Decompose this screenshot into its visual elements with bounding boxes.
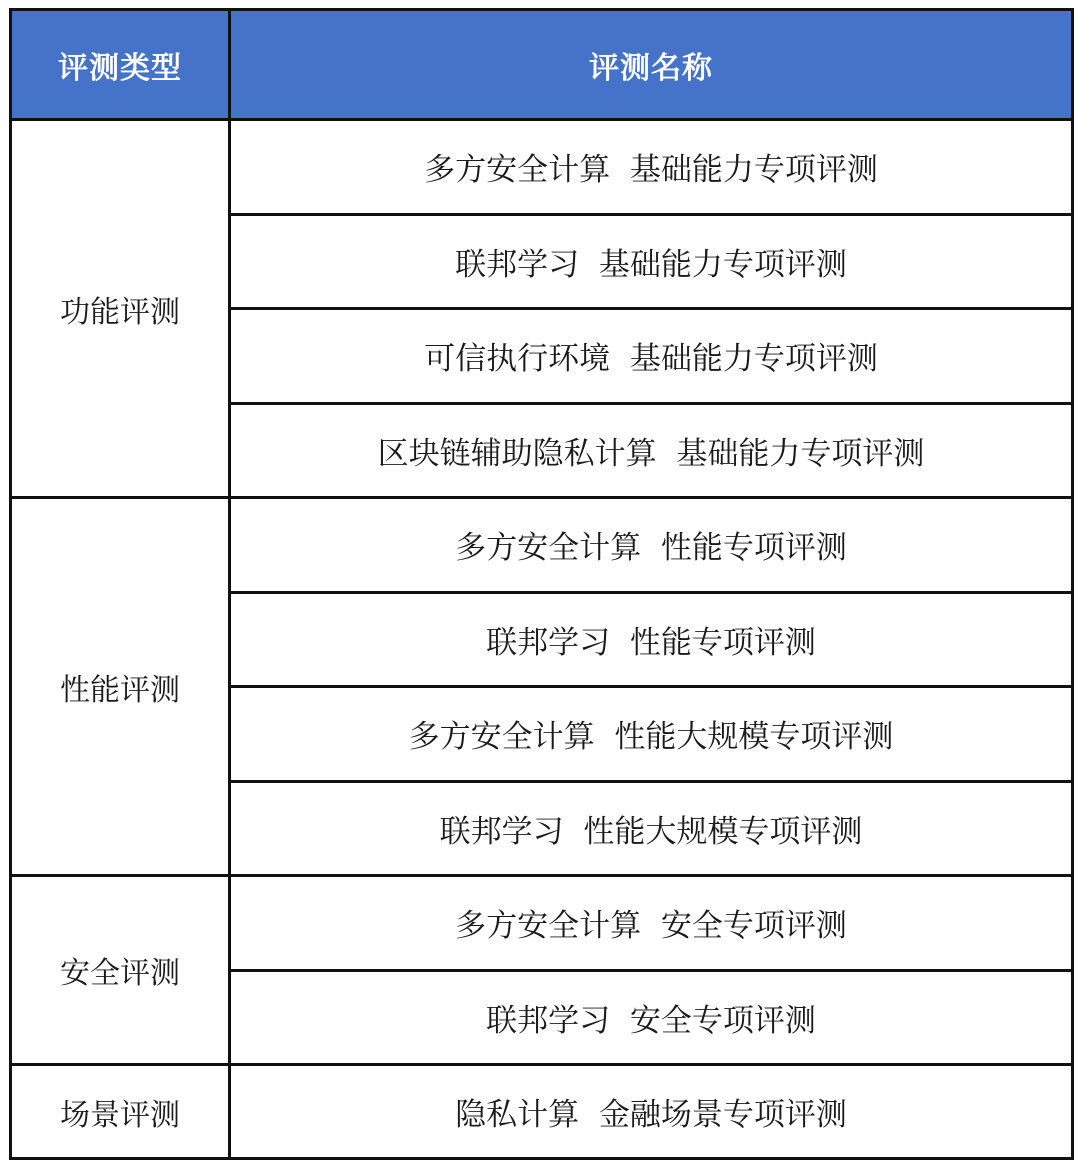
eval-name-cell: 隐私计算 金融场景专项评测 xyxy=(230,1065,1073,1159)
eval-type-scenario: 场景评测 xyxy=(11,1065,230,1159)
eval-name-cell: 多方安全计算 性能专项评测 xyxy=(230,498,1073,593)
eval-name-cell: 联邦学习 安全专项评测 xyxy=(230,970,1073,1065)
eval-type-performance: 性能评测 xyxy=(11,498,230,876)
table-row xyxy=(11,1065,1073,1159)
eval-name-cell: 多方安全计算 基础能力专项评测 xyxy=(230,120,1073,215)
eval-name-cell: 联邦学习 性能大规模专项评测 xyxy=(230,781,1073,876)
eval-type-functional: 功能评测 xyxy=(11,120,230,498)
eval-name-cell: 多方安全计算 性能大规模专项评测 xyxy=(230,687,1073,782)
eval-name-cell: 联邦学习 性能专项评测 xyxy=(230,592,1073,687)
evaluation-table xyxy=(9,8,1074,1160)
table-row xyxy=(11,120,1073,215)
table-row xyxy=(11,498,1073,593)
header-eval-name: 评测名称 xyxy=(230,10,1073,120)
eval-name-cell: 联邦学习 基础能力专项评测 xyxy=(230,214,1073,309)
eval-name-cell: 可信执行环境 基础能力专项评测 xyxy=(230,309,1073,404)
eval-name-cell: 多方安全计算 安全专项评测 xyxy=(230,876,1073,971)
header-eval-type: 评测类型 xyxy=(11,10,230,120)
eval-name-cell: 区块链辅助隐私计算 基础能力专项评测 xyxy=(230,403,1073,498)
eval-type-security: 安全评测 xyxy=(11,876,230,1065)
table-row xyxy=(11,876,1073,971)
table-header-row xyxy=(11,10,1073,120)
